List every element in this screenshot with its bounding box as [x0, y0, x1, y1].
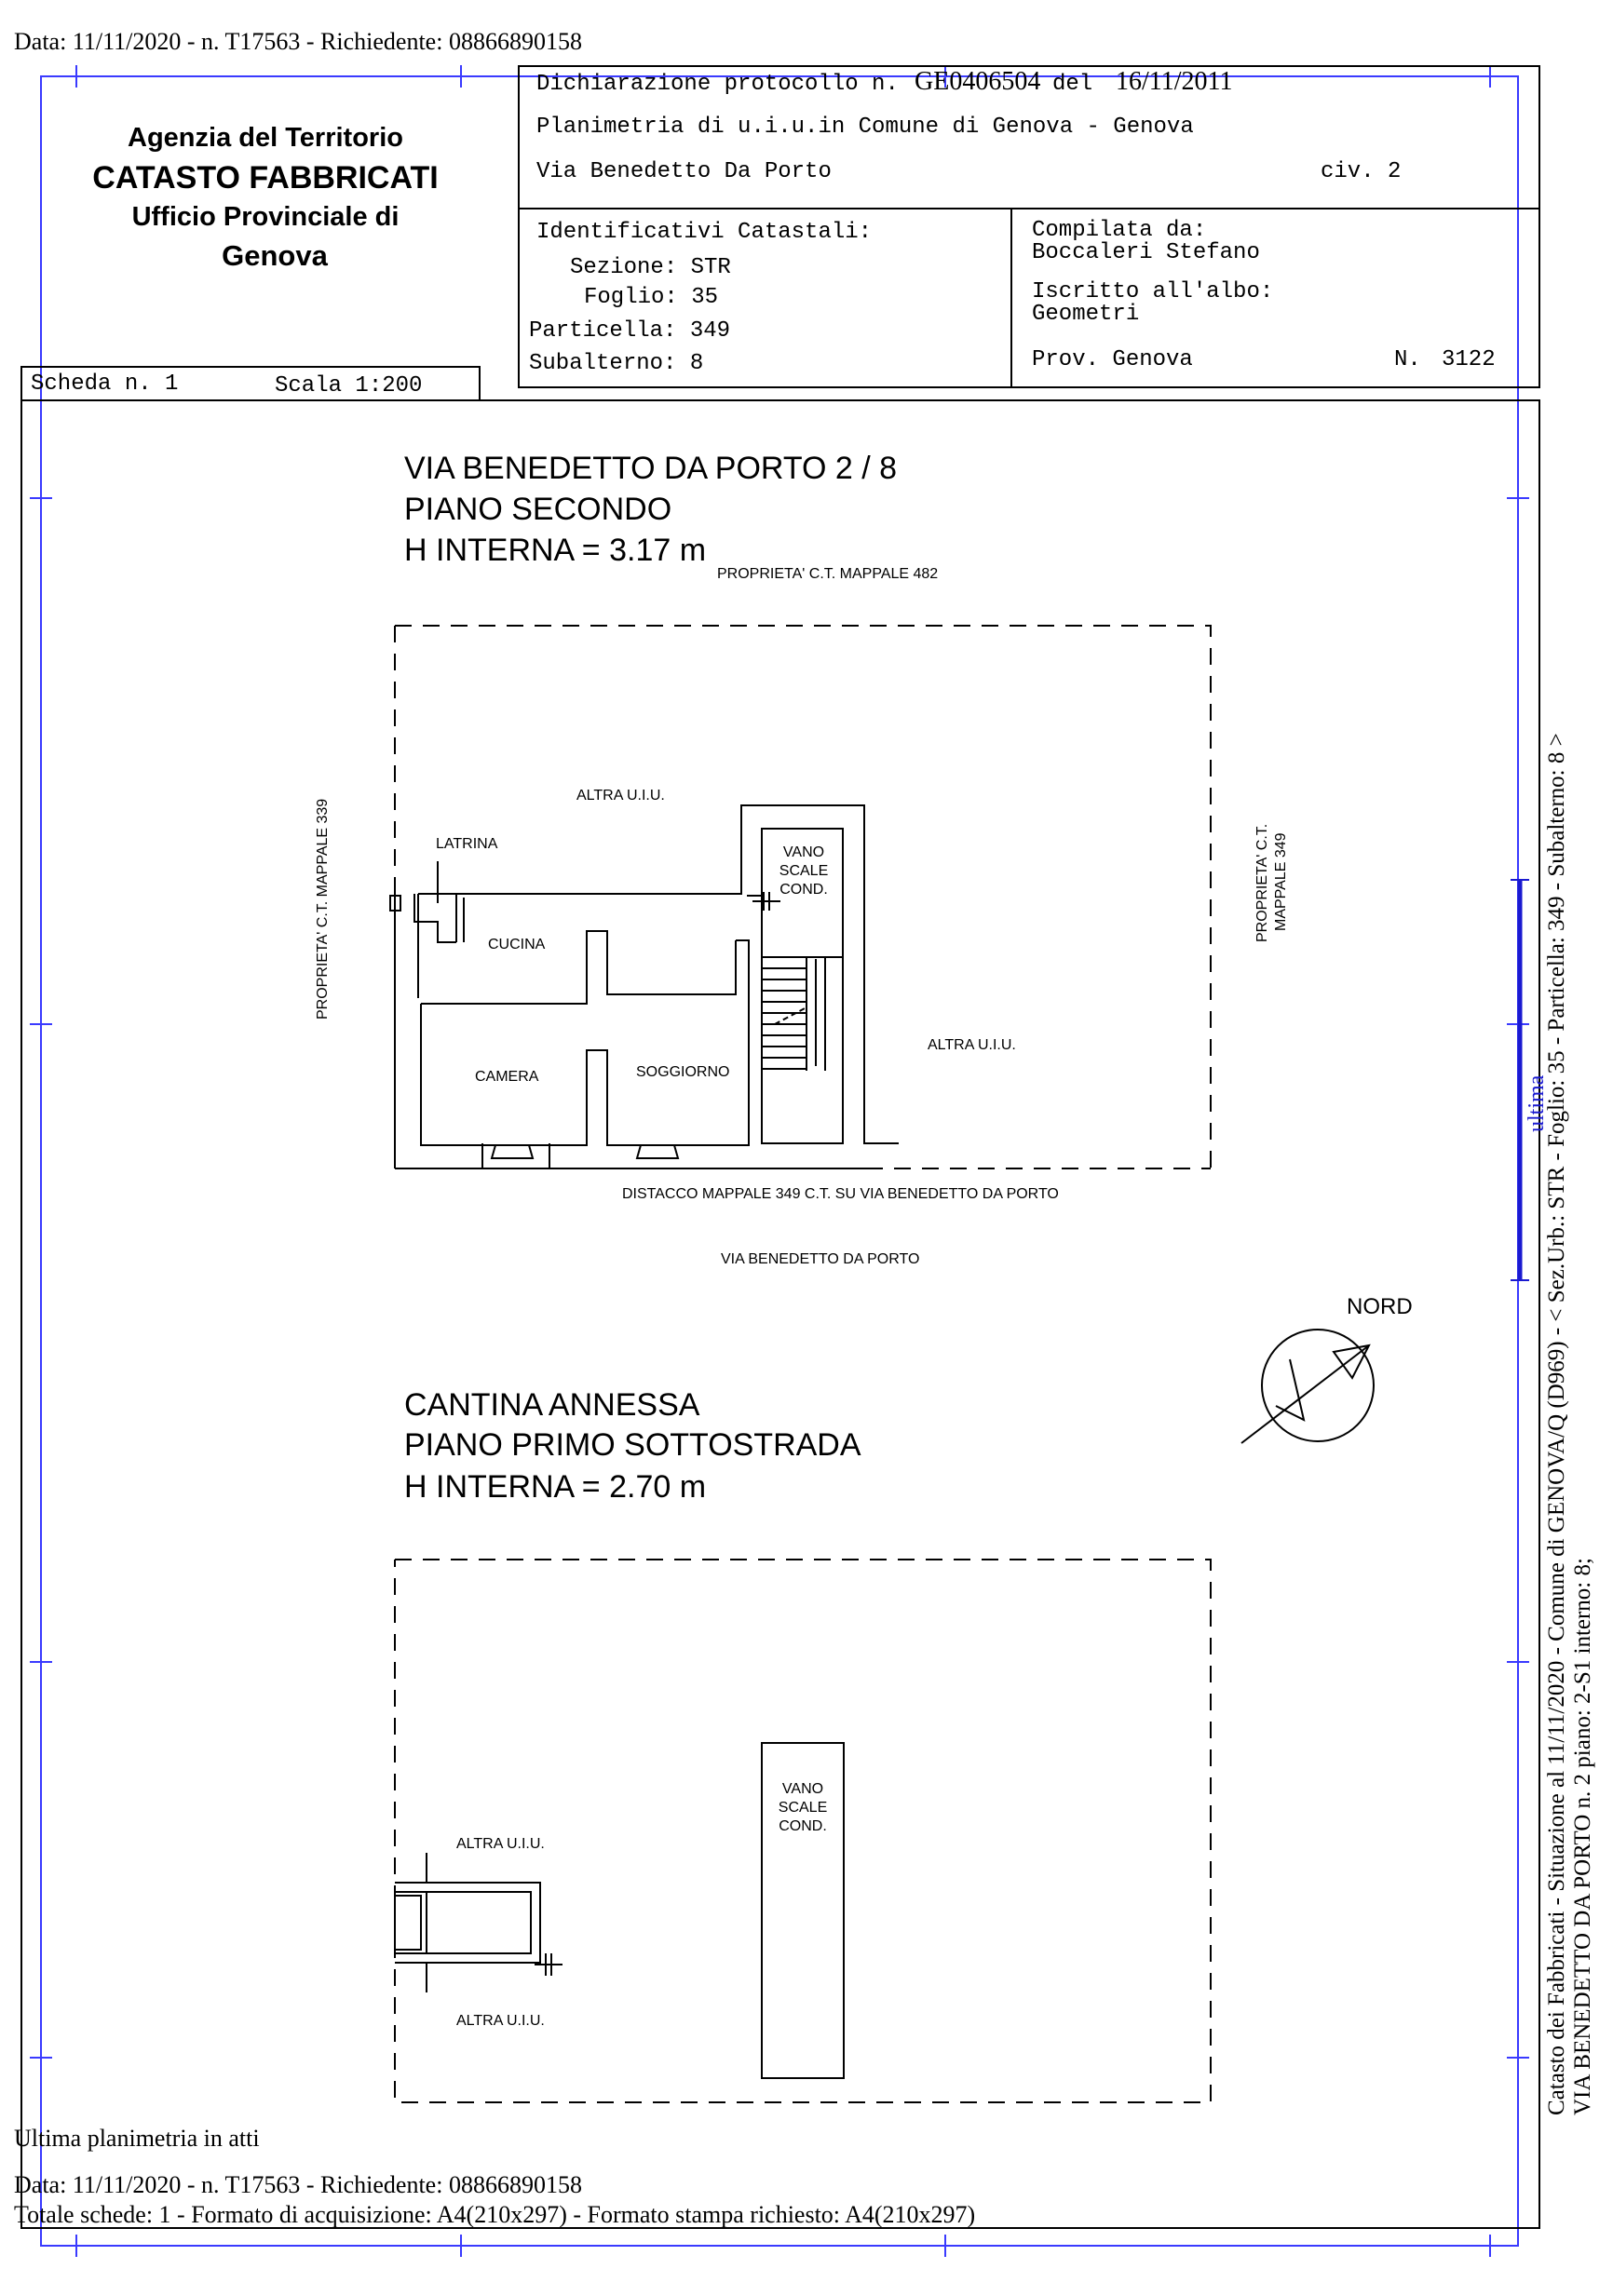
footer-request-line: Data: 11/11/2020 - n. T17563 - Richiedente: 08866890158 [14, 2171, 582, 2198]
compiler-name: Boccaleri Stefano [1032, 240, 1260, 265]
address-line: Via Benedetto Da Porto [536, 159, 832, 184]
lower-vano-line2: SCALE [778, 1800, 828, 1816]
upper-title-floor: PIANO SECONDO [404, 492, 672, 527]
room-soggiorno: SOGGIORNO [636, 1064, 730, 1080]
ufficio-label: Ufficio Provinciale di [131, 202, 400, 232]
particella-line: Particella: 349 [529, 318, 731, 344]
altra-uiu-right: ALTRA U.I.U. [928, 1037, 1016, 1053]
compilata-label: Compilata da: [1032, 218, 1207, 243]
protocol-date: 16/11/2011 [1116, 67, 1233, 96]
side-text-line2: VIA BENEDETTO DA PORTO n. 2 piano: 2-S1 interno: 8; [1570, 1558, 1595, 2115]
lower-title-floor: PIANO PRIMO SOTTOSTRADA [404, 1427, 861, 1463]
boundary-east-line1: PROPRIETA' C.T. [1254, 823, 1270, 942]
vano-line2: SCALE [779, 863, 829, 879]
identifiers-heading: Identificativi Catastali: [536, 220, 873, 245]
protocol-label: Dichiarazione protocollo n. [536, 72, 899, 97]
lower-vano-line1: VANO [781, 1781, 824, 1797]
boundary-north-label: PROPRIETA' C.T. MAPPALE 482 [717, 566, 939, 582]
footer-ultima: Ultima planimetria in atti [14, 2125, 260, 2152]
vano-line1: VANO [782, 844, 825, 860]
room-camera: CAMERA [475, 1069, 539, 1085]
registration-n-label: N. [1394, 347, 1421, 372]
side-text-line1: Catasto dei Fabbricati - Situazione al 11/11/2020 - Comune di GENOVA/Q (D969) - < Sez.Urb.: STR - Foglio: 35 - Particella: 349 - Subalterno: 8 > [1544, 733, 1569, 2115]
protocol-del: del [1052, 72, 1093, 97]
protocol-number: GE0406504 [915, 67, 1041, 96]
room-vano-scale-lower [769, 1780, 836, 1836]
scheda-number: Scheda n. 1 [31, 371, 179, 397]
side-cadastral-text [1544, 733, 1596, 2115]
foglio-line: Foglio: 35 [584, 285, 719, 310]
header-request-line: Data: 11/11/2020 - n. T17563 - Richiedente: 08866890158 [14, 28, 582, 55]
altra-uiu-top: ALTRA U.I.U. [576, 788, 665, 804]
subalterno-line: Subalterno: 8 [529, 351, 704, 376]
distacco-label: DISTACCO MAPPALE 349 C.T. SU VIA BENEDETTO DA PORTO [622, 1186, 1059, 1202]
lower-title-name: CANTINA ANNESSA [404, 1387, 700, 1423]
vano-line3: COND. [779, 882, 828, 898]
upper-title-height: H INTERNA = 3.17 m [404, 533, 707, 568]
lower-altra-uiu-top: ALTRA U.I.U. [456, 1836, 545, 1852]
footer-totale: Totale schede: 1 - Formato di acquisizione: A4(210x297) - Formato stampa richiesto: A4(210x297) [14, 2201, 976, 2228]
street-label: VIA BENEDETTO DA PORTO [721, 1251, 920, 1267]
boundary-east-line2: MAPPALE 349 [1273, 832, 1289, 931]
agency-name: Agenzia del Territorio [128, 123, 403, 153]
prov-line: Prov. Genova [1032, 347, 1193, 372]
room-cucina: CUCINA [488, 937, 546, 952]
side-mark: ultima [1525, 1074, 1549, 1132]
registration-n-value: 3122 [1442, 347, 1496, 372]
planimetria-line: Planimetria di u.i.u.in Comune di Genova - Genova [536, 115, 1194, 140]
albo-value: Geometri [1032, 302, 1140, 327]
iscritto-label: Iscritto all'albo: [1032, 279, 1274, 304]
lower-title-height: H INTERNA = 2.70 m [404, 1469, 707, 1505]
lower-vano-line3: COND. [779, 1818, 827, 1834]
civ-number: civ. 2 [1321, 159, 1402, 184]
room-latrina: LATRINA [436, 836, 498, 852]
upper-title-address: VIA BENEDETTO DA PORTO 2 / 8 [404, 451, 898, 486]
north-label: NORD [1347, 1294, 1413, 1319]
sezione-line: Sezione: STR [570, 255, 731, 280]
office-city: Genova [222, 239, 328, 272]
scala-value: Scala 1:200 [275, 373, 423, 398]
lower-altra-uiu-bottom: ALTRA U.I.U. [456, 2013, 545, 2029]
catasto-title: CATASTO FABBRICATI [92, 160, 439, 196]
boundary-west-label: PROPRIETA' C.T. MAPPALE 339 [315, 798, 331, 1020]
